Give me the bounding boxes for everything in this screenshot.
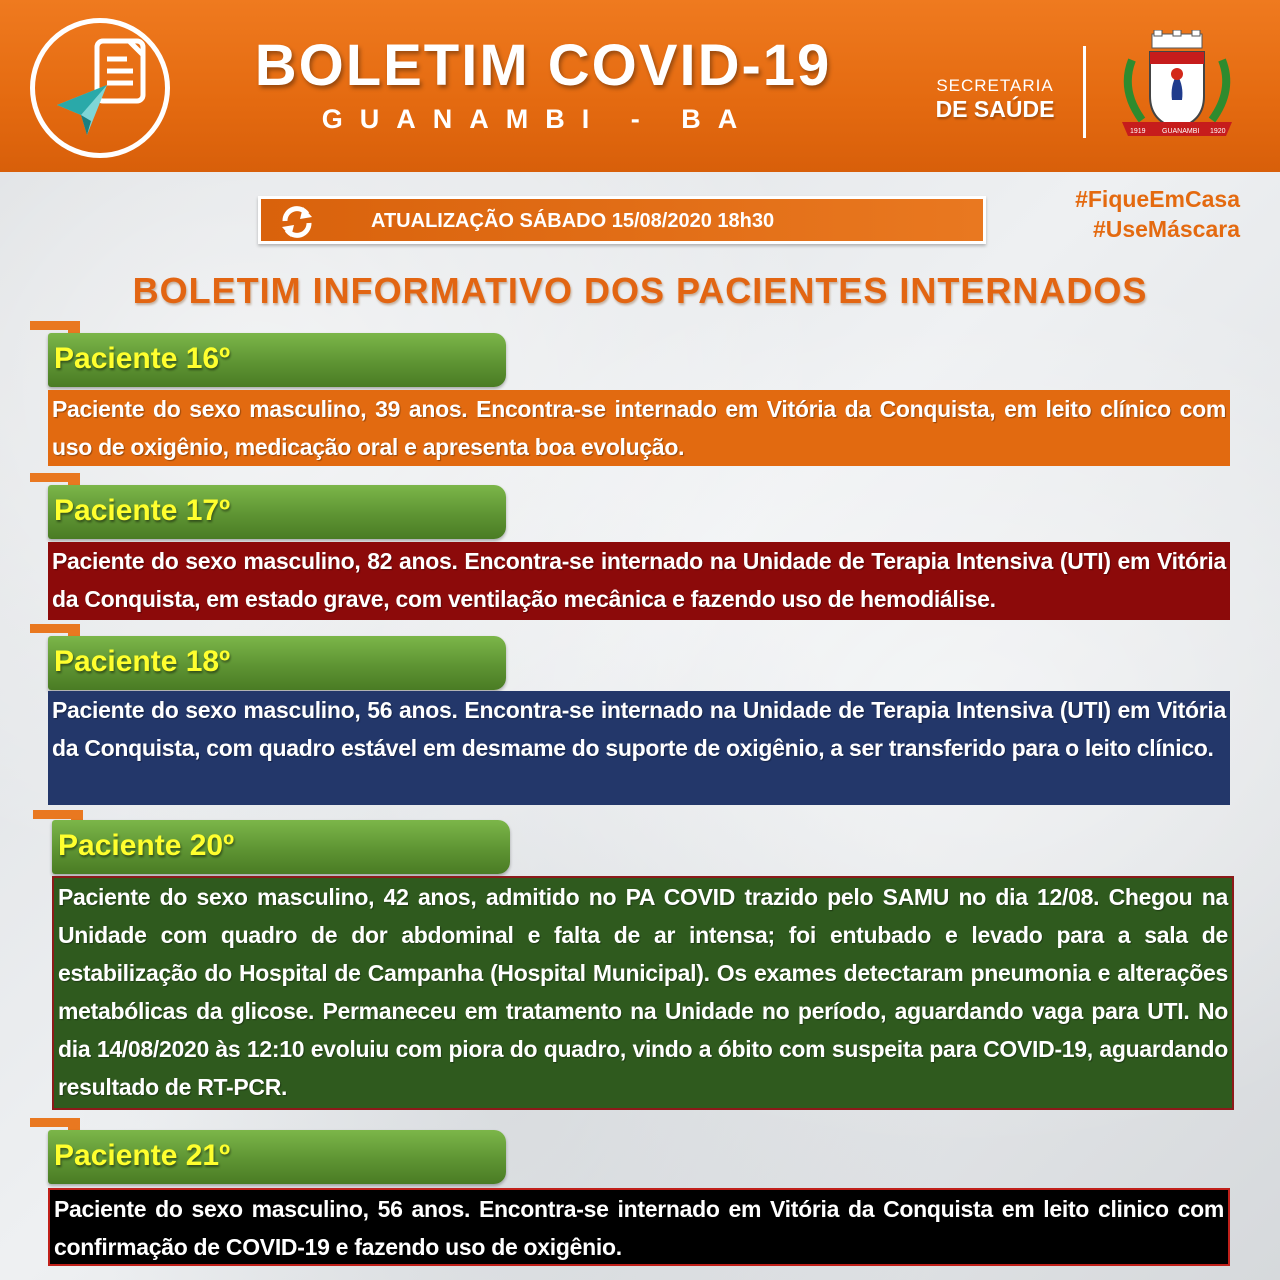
- hashtag-use-mascara: #UseMáscara: [1092, 216, 1240, 242]
- patient-label-pill: [48, 1130, 506, 1184]
- bulletin-logo: [30, 18, 170, 158]
- bulletin-title: BOLETIM COVID-19: [254, 33, 832, 98]
- update-timestamp: ATUALIZAÇÃO SÁBADO 15/08/2020 18h30: [371, 210, 775, 232]
- secretaria-line1: SECRETARIA: [936, 76, 1054, 95]
- patient-description: Paciente do sexo masculino, 82 anos. Encontra-se internado na Unidade de Terapia Intensiva (UTI) em Vitória da Conquista, em estado grave, com ventilação mecânica e fazendo uso de hemodiálise.: [48, 542, 1230, 620]
- document-paper-plane-icon: [53, 35, 163, 145]
- patient-label: Paciente 20º: [58, 829, 235, 862]
- patient-description: Paciente do sexo masculino, 56 anos. Encontra-se internado em Vitória da Conquista em leito clinico com confirmação de COVID-19 e fazendo uso de oxigênio.: [48, 1188, 1230, 1266]
- patient-description: Paciente do sexo masculino, 42 anos, admitido no PA COVID trazido pelo SAMU no dia 12/08. Chegou na Unidade com quadro de dor abdominal e falta de ar intensa; foi entubado e levado para a sala de estabilização do Hospital de Campanha (Hospital Municipal). Os exames detectaram pneumonia e alterações metabólicas da glicose. Permaneceu em tratamento na Unidade no período, aguardando vaga para UTI. No dia 14/08/2020 às 12:10 evoluiu com piora do quadro, vindo a óbito com suspeita para COVID-19, aguardando resultado de RT-PCR.: [52, 876, 1234, 1110]
- patient-description: Paciente do sexo masculino, 39 anos. Encontra-se internado em Vitória da Conquista, em leito clínico com uso de oxigênio, medicação oral e apresenta boa evolução.: [48, 390, 1230, 466]
- header-divider: [1083, 46, 1086, 138]
- city-subtitle: GUANAMBI - BA: [321, 104, 755, 134]
- patient-label: Paciente 21º: [54, 1139, 231, 1172]
- crest-year-left: 1919: [1130, 128, 1146, 135]
- crest-year-right: 1920: [1210, 128, 1226, 135]
- crest-city: GUANAMBI: [1162, 128, 1200, 135]
- patient-label-pill: [48, 636, 506, 690]
- city-crest-icon: [1112, 30, 1242, 140]
- secretaria-label: [900, 76, 1090, 123]
- secretaria-line2: DE SAÚDE: [935, 96, 1055, 122]
- patient-label: Paciente 18º: [54, 645, 231, 678]
- update-banner: [258, 196, 986, 244]
- patient-description: Paciente do sexo masculino, 56 anos. Encontra-se internado na Unidade de Terapia Intensiva (UTI) em Vitória da Conquista, com quadro estável em desmame do suporte de oxigênio, a ser transferido para o leito clínico.: [48, 691, 1230, 805]
- patient-label-pill: [52, 820, 510, 874]
- hashtags: [1030, 184, 1240, 244]
- patient-label-pill: [48, 333, 506, 387]
- patient-label: Paciente 17º: [54, 494, 231, 527]
- section-title: BOLETIM INFORMATIVO DOS PACIENTES INTERNADOS: [132, 270, 1148, 311]
- hashtag-fique-em-casa: #FiqueEmCasa: [1075, 186, 1240, 212]
- patient-label-pill: [48, 485, 506, 539]
- refresh-icon: [279, 205, 315, 239]
- header-banner: [0, 0, 1280, 172]
- patient-label: Paciente 16º: [54, 342, 231, 375]
